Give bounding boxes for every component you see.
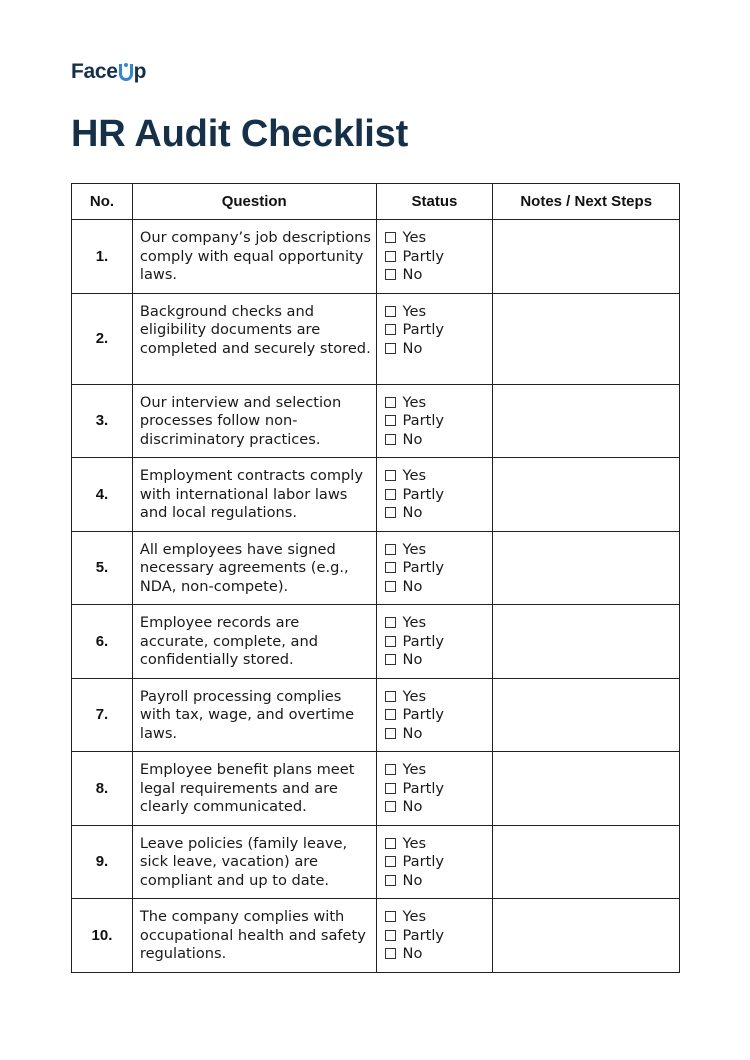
row-number: 2. — [72, 293, 133, 384]
header-question: Question — [132, 184, 376, 220]
checkbox-icon[interactable] — [385, 856, 396, 867]
status-option-yes[interactable] — [385, 394, 489, 413]
status-option-label: No — [402, 339, 423, 357]
table-row — [72, 605, 680, 679]
row-question: Our company’s job descriptions comply with equal opportunity laws. — [132, 220, 376, 294]
status-option-label: Partly — [402, 559, 445, 576]
checkbox-icon[interactable] — [385, 470, 396, 481]
row-status-options — [376, 605, 493, 679]
table-row — [72, 899, 680, 973]
status-option-partly[interactable] — [385, 633, 489, 652]
status-option-label: Yes — [402, 834, 427, 852]
status-option-label: No — [402, 430, 423, 448]
row-notes-field[interactable] — [493, 384, 680, 458]
checkbox-icon[interactable] — [385, 489, 396, 500]
row-question: All employees have signed necessary agreements (e.g., NDA, non-compete). — [132, 531, 376, 605]
status-option-label: No — [402, 266, 423, 283]
checkbox-icon[interactable] — [385, 709, 396, 720]
status-option-label: Partly — [402, 779, 445, 797]
status-option-label: Yes — [402, 687, 427, 705]
status-option-label: Partly — [402, 485, 445, 503]
row-notes-field[interactable] — [493, 605, 680, 679]
status-option-label: No — [402, 577, 423, 595]
status-option-partly[interactable] — [385, 412, 489, 431]
row-status-options — [376, 752, 493, 826]
status-option-label: Partly — [402, 412, 445, 429]
row-number: 1. — [72, 220, 133, 294]
status-option-label: Partly — [402, 321, 445, 338]
checkbox-icon[interactable] — [385, 415, 396, 426]
row-question: Employee records are accurate, complete, and confidentially stored. — [132, 605, 376, 679]
status-option-partly[interactable] — [385, 559, 489, 578]
row-notes-field[interactable] — [493, 678, 680, 752]
row-number: 4. — [72, 458, 133, 532]
row-notes-field[interactable] — [493, 293, 680, 384]
row-status-options — [376, 678, 493, 752]
status-option-label: Yes — [402, 302, 427, 320]
page-title: HR Audit Checklist — [71, 113, 409, 155]
status-option-no[interactable] — [385, 340, 489, 359]
status-option-label: Yes — [402, 761, 427, 778]
status-option-partly[interactable] — [385, 706, 489, 725]
table-row — [72, 384, 680, 458]
checkbox-icon[interactable] — [385, 232, 396, 243]
status-option-label: Yes — [402, 229, 427, 246]
status-option-no[interactable] — [385, 431, 489, 450]
row-question: Employment contracts comply with international labor laws and local regulations. — [132, 458, 376, 532]
row-number: 7. — [72, 678, 133, 752]
status-option-yes[interactable] — [385, 229, 489, 248]
checkbox-icon[interactable] — [385, 764, 396, 775]
status-option-label: Yes — [402, 614, 427, 631]
table-header-row — [72, 184, 680, 220]
checkbox-icon[interactable] — [385, 911, 396, 922]
status-option-partly[interactable] — [385, 853, 489, 872]
status-option-label: No — [402, 504, 423, 521]
status-option-partly[interactable] — [385, 780, 489, 799]
status-option-label: Yes — [402, 908, 427, 925]
checkbox-icon[interactable] — [385, 343, 396, 354]
logo-text-left: Face — [71, 60, 118, 83]
table-row — [72, 678, 680, 752]
checkbox-icon[interactable] — [385, 654, 396, 665]
status-option-label: No — [402, 945, 423, 962]
status-option-label: No — [402, 798, 423, 815]
row-notes-field[interactable] — [493, 752, 680, 826]
status-option-label: No — [402, 651, 423, 668]
status-option-yes[interactable] — [385, 541, 489, 560]
row-status-options — [376, 825, 493, 899]
row-question: Employee benefit plans meet legal requirements and are clearly communicated. — [132, 752, 376, 826]
status-option-label: Partly — [402, 632, 445, 650]
status-option-label: Partly — [402, 926, 445, 944]
table-row — [72, 752, 680, 826]
status-option-partly[interactable] — [385, 486, 489, 505]
table-row — [72, 531, 680, 605]
row-status-options — [376, 458, 493, 532]
status-option-no[interactable] — [385, 578, 489, 597]
checkbox-icon[interactable] — [385, 948, 396, 959]
status-option-partly[interactable] — [385, 927, 489, 946]
row-number: 5. — [72, 531, 133, 605]
checkbox-icon[interactable] — [385, 507, 396, 518]
checkbox-icon[interactable] — [385, 801, 396, 812]
table-row — [72, 458, 680, 532]
faceup-logo — [71, 58, 146, 84]
audit-checklist-table — [71, 183, 680, 973]
header-no: No. — [72, 184, 133, 220]
checkbox-icon[interactable] — [385, 783, 396, 794]
row-status-options — [376, 384, 493, 458]
checkbox-icon[interactable] — [385, 251, 396, 262]
status-option-yes[interactable] — [385, 614, 489, 633]
status-option-label: Partly — [402, 706, 445, 723]
row-question: Payroll processing complies with tax, wage, and overtime laws. — [132, 678, 376, 752]
status-option-no[interactable] — [385, 798, 489, 817]
checkbox-icon[interactable] — [385, 434, 396, 445]
row-notes-field[interactable] — [493, 220, 680, 294]
row-status-options — [376, 531, 493, 605]
row-notes-field[interactable] — [493, 899, 680, 973]
row-notes-field[interactable] — [493, 458, 680, 532]
row-number: 8. — [72, 752, 133, 826]
row-question: The company complies with occupational health and safety regulations. — [132, 899, 376, 973]
checkbox-icon[interactable] — [385, 617, 396, 628]
logo-text-right: p — [133, 60, 147, 83]
checkbox-icon[interactable] — [385, 691, 396, 702]
row-status-options — [376, 293, 493, 384]
status-option-no[interactable] — [385, 945, 489, 964]
table-row — [72, 825, 680, 899]
checkbox-icon[interactable] — [385, 562, 396, 573]
status-option-no[interactable] — [385, 872, 489, 891]
status-option-label: Yes — [402, 540, 427, 558]
status-option-label: No — [402, 871, 423, 889]
row-number: 6. — [72, 605, 133, 679]
header-status: Status — [376, 184, 493, 220]
status-option-no[interactable] — [385, 266, 489, 285]
checkbox-icon[interactable] — [385, 838, 396, 849]
status-option-partly[interactable] — [385, 248, 489, 267]
status-option-yes[interactable] — [385, 835, 489, 854]
row-question: Background checks and eligibility documents are completed and securely stored. — [132, 293, 376, 384]
status-option-partly[interactable] — [385, 321, 489, 340]
table-row — [72, 293, 680, 384]
status-option-yes[interactable] — [385, 688, 489, 707]
checkbox-icon[interactable] — [385, 875, 396, 886]
row-number: 10. — [72, 899, 133, 973]
status-option-label: No — [402, 724, 423, 742]
status-option-no[interactable] — [385, 504, 489, 523]
row-number: 3. — [72, 384, 133, 458]
status-option-label: Yes — [402, 393, 427, 411]
header-notes: Notes / Next Steps — [493, 184, 680, 220]
status-option-yes[interactable] — [385, 761, 489, 780]
row-notes-field[interactable] — [493, 531, 680, 605]
checkbox-icon[interactable] — [385, 581, 396, 592]
status-option-label: Partly — [402, 247, 445, 265]
table-row — [72, 220, 680, 294]
logo-u-mark-icon — [119, 64, 133, 81]
checkbox-icon[interactable] — [385, 930, 396, 941]
checkbox-icon[interactable] — [385, 306, 396, 317]
status-option-yes[interactable] — [385, 908, 489, 927]
row-question: Our interview and selection processes follow non-discriminatory practices. — [132, 384, 376, 458]
row-status-options — [376, 220, 493, 294]
status-option-no[interactable] — [385, 725, 489, 744]
row-number: 9. — [72, 825, 133, 899]
row-status-options — [376, 899, 493, 973]
status-option-no[interactable] — [385, 651, 489, 670]
status-option-yes[interactable] — [385, 467, 489, 486]
checkbox-icon[interactable] — [385, 544, 396, 555]
status-option-label: Partly — [402, 853, 445, 870]
checkbox-icon[interactable] — [385, 324, 396, 335]
checkbox-icon[interactable] — [385, 636, 396, 647]
checkbox-icon[interactable] — [385, 728, 396, 739]
status-option-label: Yes — [402, 467, 427, 484]
row-question: Leave policies (family leave, sick leave, vacation) are compliant and up to date. — [132, 825, 376, 899]
checkbox-icon[interactable] — [385, 269, 396, 280]
checkbox-icon[interactable] — [385, 397, 396, 408]
row-notes-field[interactable] — [493, 825, 680, 899]
status-option-yes[interactable] — [385, 303, 489, 322]
